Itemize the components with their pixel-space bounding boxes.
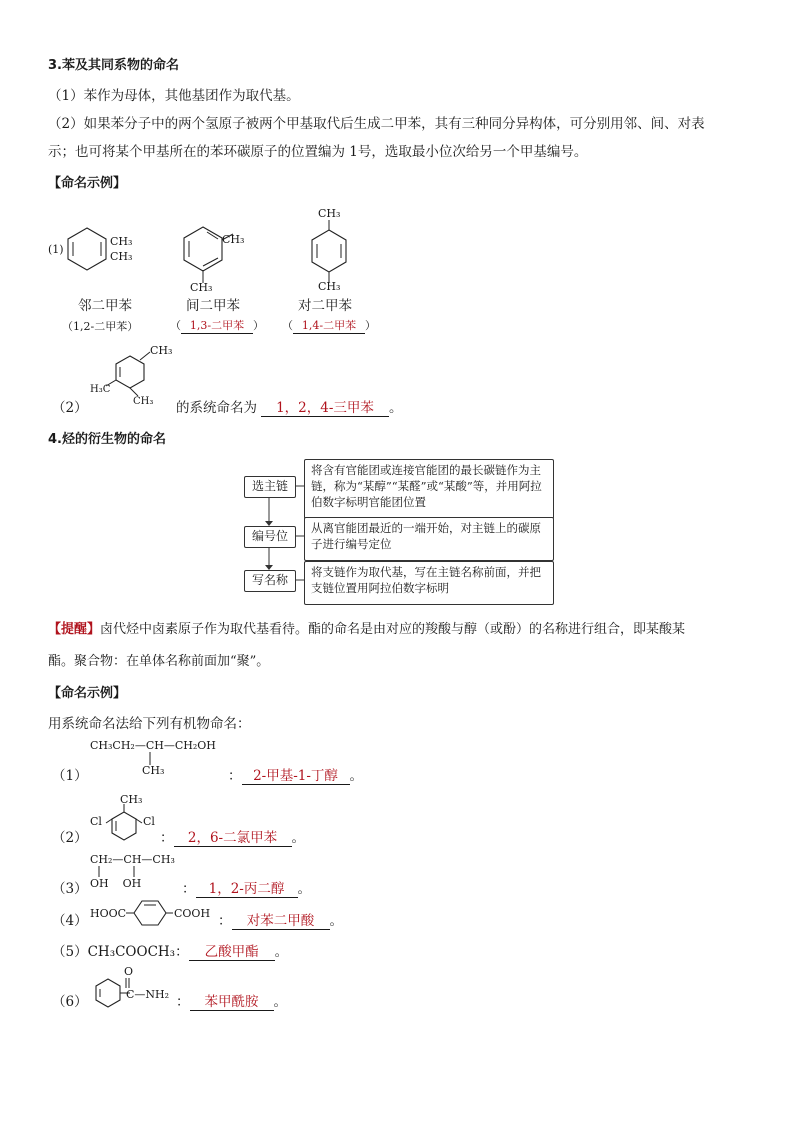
item-6-oxygen: O xyxy=(124,965,134,978)
item-3-answer-line: ： 1，2-丙二醇 。 xyxy=(182,877,311,898)
item-3-answer: 1，2-丙二醇 xyxy=(196,877,298,898)
para-answer: 1,4-二甲苯 xyxy=(293,317,365,334)
meta-ch3-right: CH₃ xyxy=(222,233,245,246)
tip-line-1: 【提醒】卤代烃中卤素原子作为取代基看待。酯的命名是由对应的羧酸与醇（或酚）的名称进行组合，即某酸某 xyxy=(48,622,686,637)
para-ch3-bottom: CH₃ xyxy=(318,280,341,293)
tip-line-2: 酯。聚合物：在单体名称前面加“聚”。 xyxy=(48,654,270,669)
item-4-hooc: HOOC xyxy=(90,907,127,920)
example-1-number: (1) xyxy=(48,243,64,256)
item-3-number: （3） xyxy=(52,881,88,897)
item-2-answer-line: ： 2，6-二氯甲苯 。 xyxy=(160,826,305,847)
para-xylene-name: 对二甲苯 xyxy=(298,298,352,314)
meta-xylene-systematic: （ 1,3-二甲苯 ） xyxy=(170,319,264,332)
para-xylene-structure xyxy=(304,220,354,286)
sec3-example-title: 【命名示例】 xyxy=(48,176,127,191)
sec3-paragraph-2a: （2）如果苯分子中的两个氢原子被两个甲基取代后生成二甲苯，其有三种同分异构体，可分别用邻、间、对表 xyxy=(48,116,705,132)
flow-step-2-label: 编号位 xyxy=(244,526,296,548)
section-4-title: 4.烃的衍生物的命名 xyxy=(48,432,166,447)
example-2-text: 的系统命名为 1，2，4-三甲苯 。 xyxy=(176,396,403,417)
item-6-amide: C—NH₂ xyxy=(126,988,170,1001)
sec4-example-title: 【命名示例】 xyxy=(48,686,127,701)
item-1-answer: 2-甲基-1-丁醇 xyxy=(242,764,350,785)
ortho-xylene-structure xyxy=(62,225,112,271)
ortho-xylene-name: 邻二甲苯 xyxy=(78,298,132,314)
item-3-formula-bottom: OH OH xyxy=(90,877,142,890)
meta-answer: 1,3-二甲苯 xyxy=(181,317,253,334)
item-6-number: （6） xyxy=(52,994,88,1010)
item-5-line: （5）CH₃COOCH₃： 乙酸甲酯 。 xyxy=(52,940,288,961)
item-6-answer: 苯甲酰胺 xyxy=(190,990,274,1011)
ortho-ch3-lower: CH₃ xyxy=(110,250,133,263)
para-ch3-top: CH₃ xyxy=(318,207,341,220)
item-1-answer-line: ： 2-甲基-1-丁醇 。 xyxy=(228,764,363,785)
para-xylene-systematic: （ 1,4-二甲苯 ） xyxy=(282,319,376,332)
sec4-intro: 用系统命名法给下列有机物命名： xyxy=(48,716,251,732)
item-4-cooh: COOH xyxy=(174,907,211,920)
item-1-formula-bottom: CH₃ xyxy=(142,764,165,777)
trimethyl-ch3-top: CH₃ xyxy=(150,344,173,357)
flow-step-3-desc: 将支链作为取代基，写在主链名称前面，并把支链位置用阿拉伯数字标明 xyxy=(304,561,554,605)
tip-tag: 【提醒】 xyxy=(48,622,101,637)
trimethyl-h3c-left: H₃C xyxy=(90,384,111,395)
item-4-answer-line: ： 对苯二甲酸 。 xyxy=(218,909,343,930)
sec3-paragraph-2b: 示；也可将某个甲基所在的苯环碳原子的位置编为 1号，选取最小位次给另一个甲基编号。 xyxy=(48,144,588,160)
item-4-number: （4） xyxy=(52,913,88,929)
meta-xylene-structure xyxy=(178,224,228,274)
item-2-number: （2） xyxy=(52,830,88,846)
item-2-ch3: CH₃ xyxy=(120,793,143,806)
trimethyl-ch3-bottom: CH₃ xyxy=(133,396,154,407)
item-1-formula-top: CH₃CH₂—CH—CH₂OH xyxy=(90,739,216,752)
item-6-answer-line: ： 苯甲酰胺 。 xyxy=(176,990,287,1011)
item-2-cl-left: Cl xyxy=(90,815,102,828)
flow-step-2-desc: 从离官能团最近的一端开始，对主链上的碳原子进行编号定位 xyxy=(304,517,554,561)
section-3-title: 3.苯及其同系物的命名 xyxy=(48,58,179,73)
item-1-number: （1） xyxy=(52,768,88,784)
flow-step-1-desc: 将含有官能团或连接官能团的最长碳链作为主链，称为“某醇”“某醛”或“某酸”等，并用阿拉伯数字标明官能团位置 xyxy=(304,459,554,519)
item-4-answer: 对苯二甲酸 xyxy=(232,909,330,930)
example-2-number: （2） xyxy=(52,400,88,416)
sec3-paragraph-1: （1）苯作为母体，其他基团作为取代基。 xyxy=(48,88,300,104)
item-2-answer: 2，6-二氯甲苯 xyxy=(174,826,292,847)
terephthalic-ring xyxy=(126,898,174,928)
ortho-xylene-systematic: （1,2-二甲苯） xyxy=(62,320,139,333)
item-3-formula-top: CH₂—CH—CH₃ xyxy=(90,853,175,866)
item-2-cl-right: Cl xyxy=(143,815,155,828)
meta-ch3-bottom: CH₃ xyxy=(190,281,213,294)
item-5-answer: 乙酸甲酯 xyxy=(189,940,275,961)
meta-xylene-name: 间二甲苯 xyxy=(186,298,240,314)
flow-step-3-label: 写名称 xyxy=(244,570,296,592)
item-5-formula: CH₃COOCH₃： xyxy=(87,944,189,960)
example-2-answer: 1，2，4-三甲苯 xyxy=(261,396,389,417)
flowchart-connectors xyxy=(240,455,310,605)
flow-step-1-label: 选主链 xyxy=(244,476,296,498)
ortho-ch3-upper: CH₃ xyxy=(110,235,133,248)
